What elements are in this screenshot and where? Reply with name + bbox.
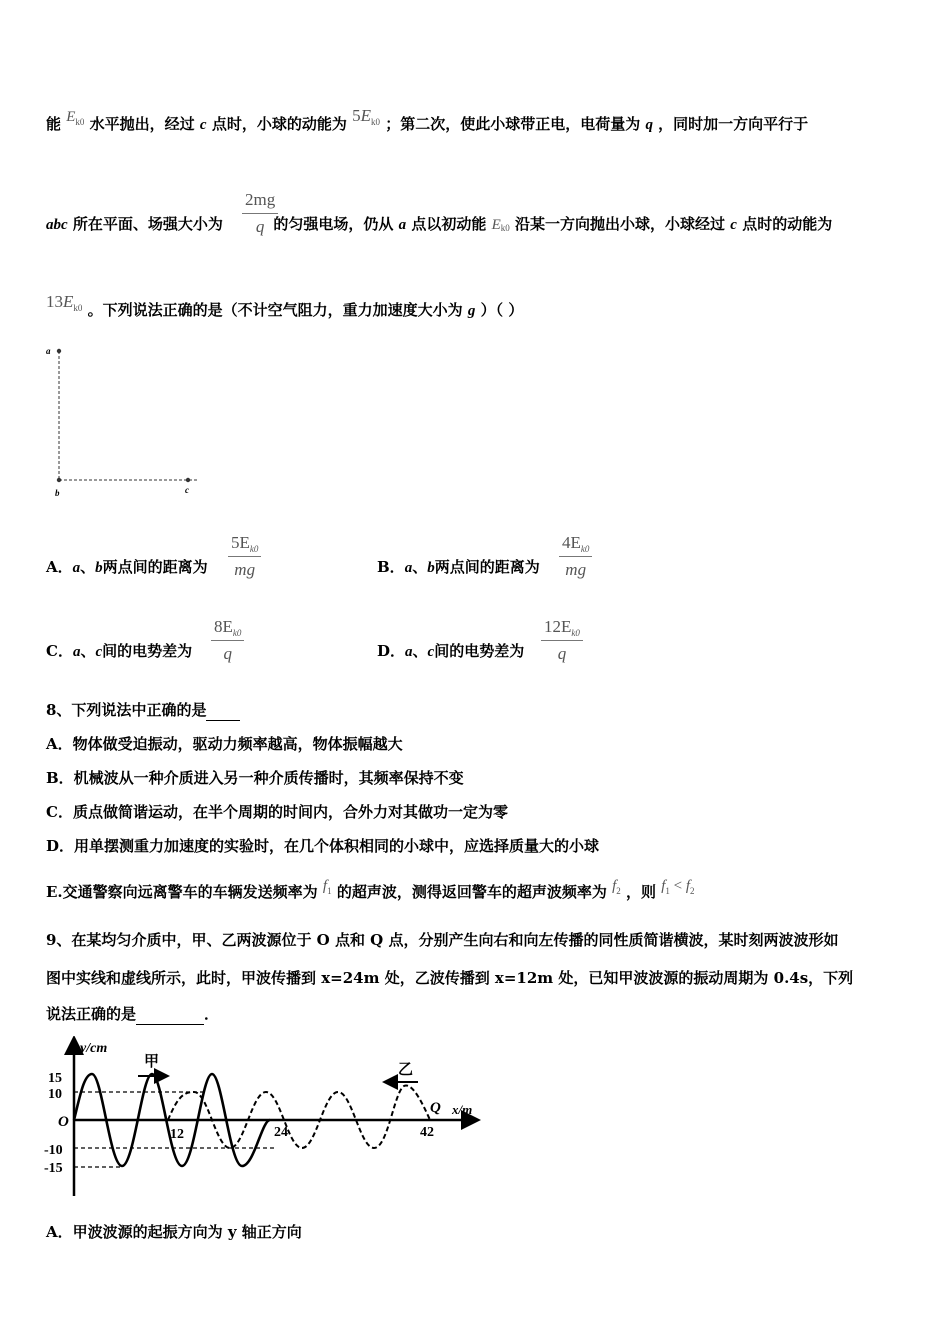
point-c: [186, 478, 190, 482]
answer-blank[interactable]: [206, 700, 240, 721]
y-tick-15: 15: [48, 1071, 62, 1086]
q8-option-c[interactable]: C．质点做简谐运动，在半个周期的时间内，合外力对其做功一定为零: [46, 803, 508, 821]
y-tick-minus15: -15: [44, 1161, 63, 1176]
option-b[interactable]: B．a、b两点间的距离为: [377, 558, 540, 576]
q7-line-2: abc 所在平面、场强大小为 的匀强电场，仍从 a 点以初动能 Ek0 沿某一方向抛出小球，小球经过 c 点时的动能为: [46, 215, 833, 233]
q9-line-2: 图中实线和虚线所示，此时，甲波传播到 x=24m 处，乙波传播到 x=12m 处，已知甲波波源的振动周期为 0.4s，下列: [46, 969, 854, 987]
x-tick-12: 12: [170, 1127, 184, 1142]
option-d[interactable]: D．a、c间的电势差为: [377, 642, 525, 660]
option-b-fraction: $\frac{4E_{k0}}{mg}$: [559, 533, 592, 580]
label-b: b: [55, 488, 60, 498]
q9-option-a[interactable]: A．甲波波源的起振方向为 y 轴正方向: [46, 1223, 302, 1241]
option-a-fraction: $\frac{5E_{k0}}{mg}$: [228, 533, 261, 580]
q8-option-e[interactable]: E.交通警察向远离警车的车辆发送频率为 $f_1$ 的超声波，测得返回警车的超声波频率为 $f_2$ ，则 $f_1 < f_2$: [46, 878, 695, 901]
option-d-fraction: $\frac{12E_{k0}}{q}$: [541, 617, 583, 664]
x-tick-24: 24: [274, 1125, 288, 1140]
option-c[interactable]: C．a、c间的电势差为: [46, 642, 193, 660]
y-tick-minus10: -10: [44, 1143, 63, 1158]
q-label: Q: [430, 1100, 441, 1116]
label-jia: 甲: [144, 1054, 160, 1070]
f1-math: $f_1$: [322, 878, 332, 896]
q8-option-b[interactable]: B．机械波从一种介质进入另一种介质传播时，其频率保持不变: [46, 769, 464, 787]
x-axis-label: x/m: [452, 1102, 473, 1117]
q9-line-3: 说法正确的是 ．: [46, 1005, 220, 1023]
q8-option-a[interactable]: A．物体做受迫振动，驱动力频率越高，物体振幅越大: [46, 735, 403, 753]
label-c: c: [185, 485, 189, 495]
f2-math: $f_2$: [612, 878, 621, 896]
y-axis-label: y/cm: [80, 1041, 108, 1056]
wave-yi: [168, 1085, 430, 1148]
ek0-math: $E_{k0}$: [66, 109, 85, 127]
option-a[interactable]: A．a、b两点间的距离为: [46, 558, 208, 576]
q8-stem: 8、下列说法中正确的是: [46, 700, 240, 721]
option-c-fraction: $\frac{8E_{k0}}{q}$: [211, 617, 244, 664]
13ek0-math: $13E_{k0}$: [46, 292, 83, 313]
ek0-math-2: Ek0: [491, 217, 510, 233]
answer-blank-9[interactable]: [136, 1004, 204, 1025]
field-strength-fraction: $\frac{2mg}{q}$: [242, 190, 278, 237]
f1-lt-f2-math: $f_1 < f_2$: [661, 878, 695, 896]
point-a: [57, 349, 61, 353]
label-yi: 乙: [398, 1062, 414, 1078]
q8-option-d[interactable]: D．用单摆测重力加速度的实验时，在几个体积相同的小球中，应选择质量大的小球: [46, 837, 600, 855]
point-b: [57, 478, 61, 482]
abc-figure: [40, 340, 210, 505]
q7-line-1: 能 $E_{k0}$ 水平抛出，经过 c 点时，小球的动能为 $5E_{k0}$ ；第二次，使此小球带正电，电荷量为 q ，同时加一方向平行于: [46, 106, 809, 133]
q9-line-1: 9、在某均匀介质中，甲、乙两波源位于 O 点和 Q 点，分别产生向右和向左传播的同性质简谐横波，某时刻两波波形如: [46, 931, 839, 949]
origin-label: O: [58, 1114, 69, 1130]
x-tick-42: 42: [420, 1125, 434, 1140]
wave-graph: [44, 1036, 484, 1206]
5ek0-math: $5E_{k0}$: [352, 106, 380, 127]
y-tick-10: 10: [48, 1087, 62, 1102]
q7-line-3: $13E_{k0}$ 。下列说法正确的是（不计空气阻力，重力加速度大小为 g ）（ ）: [46, 292, 524, 319]
label-a: a: [46, 346, 51, 356]
